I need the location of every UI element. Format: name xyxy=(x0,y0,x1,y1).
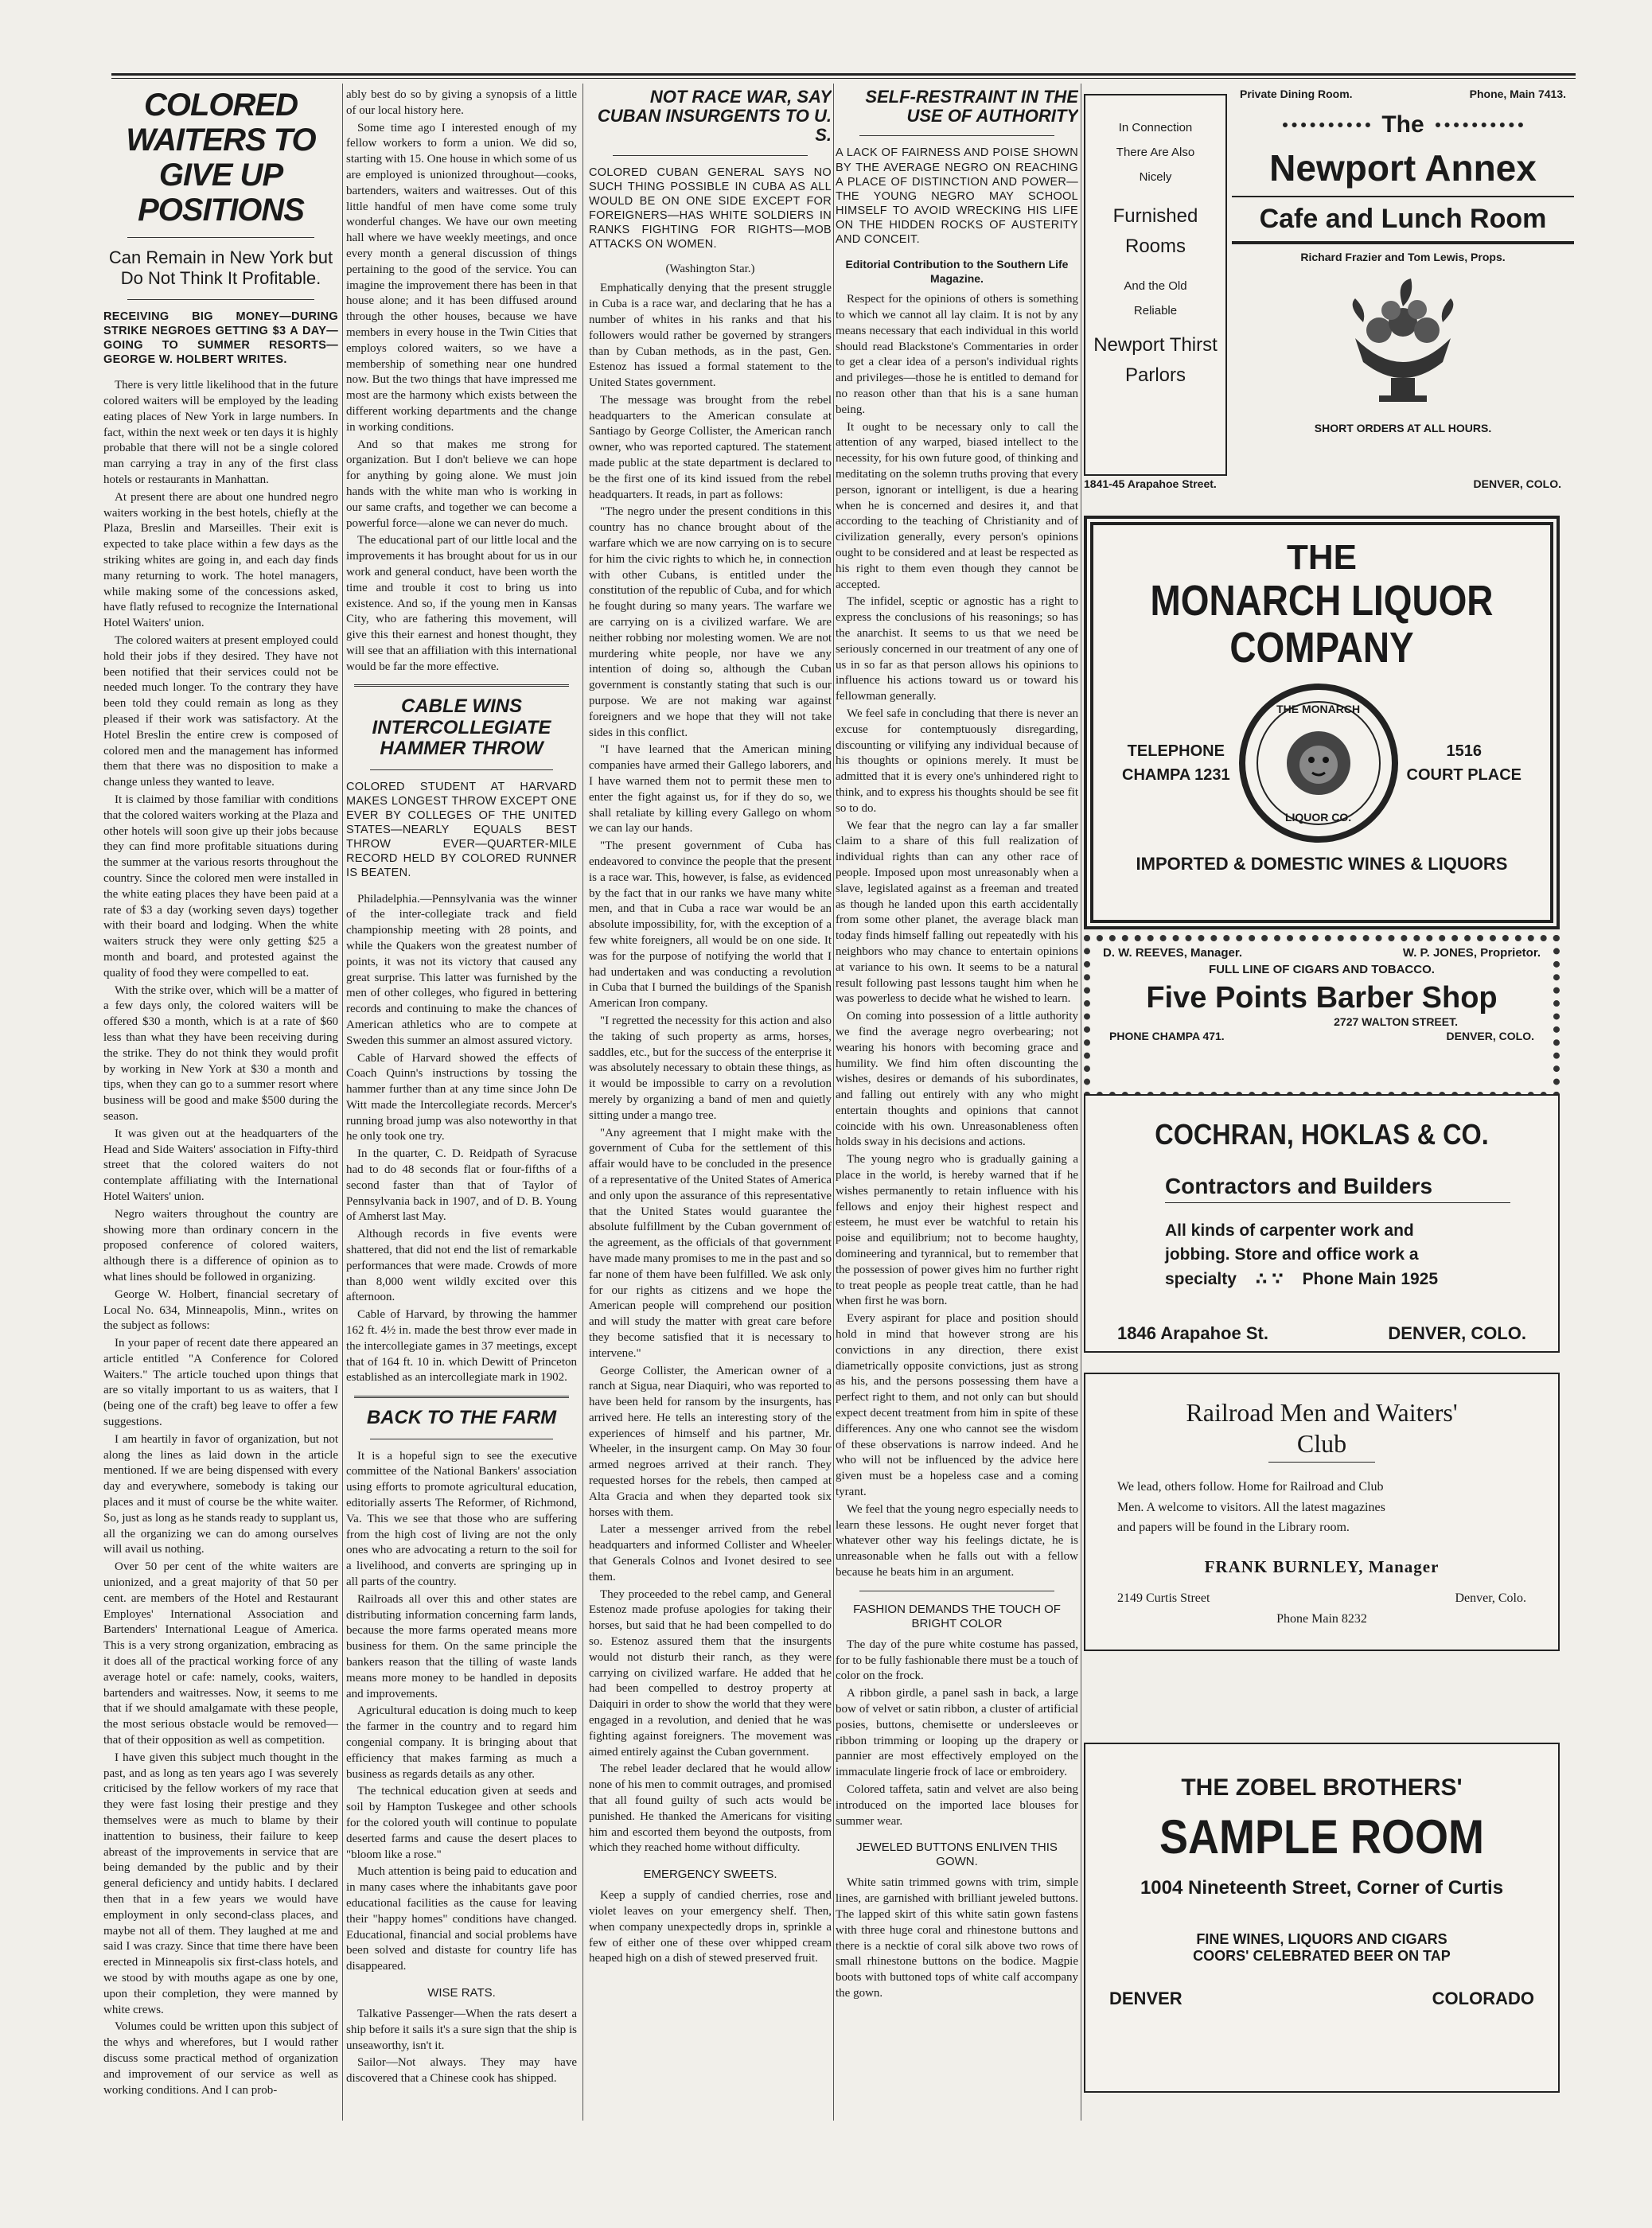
headline-fashion: FASHION DEMANDS THE TOUCH OF BRIGHT COLOR xyxy=(853,1602,1061,1630)
article-body xyxy=(103,378,338,2098)
monarch-lion-seal-icon xyxy=(1239,684,1398,843)
paragraph: They proceeded to the rebel camp, and General Estenoz made profuse apologies for taking their horses, but said that he had been compelled to do so. Estenoz assured them that the insurgents would not disturb their ranch, as they were carrying on civilized warfare. He added that he had been compelled to destroy property at Daiquiri in order to show the world that they were engaged in a revolution, and denied that he was fighting against foreigners. The movement was aimed entirely against the Cuban government. xyxy=(589,1587,832,1759)
paragraph: It is claimed by those familiar with conditions that the colored waiters working at the Plaza and other hotels will soon give up their jobs because they can find more profitable situations during the summer at the various resorts throughout the country. Since the colored men were installed in the white eating places they have been paid at a rate of $3 a day (working seven days) together with their board and lodging. When the white waiters struck they were only getting $25 a month and board, and protested against the quality of food they were compelled to eat. xyxy=(103,793,338,980)
paragraph: Volumes could be written upon this subject of the whys and wherefores, but I would rather discuss some practical method of organization and improvement of our service as well as working conditions. And I can prob- xyxy=(103,2020,338,2097)
ad-line: FRANK BURNLEY, Manager xyxy=(1204,1556,1440,1576)
ad-line: Furnished xyxy=(1112,205,1198,227)
column-two xyxy=(346,88,577,2125)
headline-colored-waiters: COLORED WAITERS TO GIVE UP POSITIONS xyxy=(126,88,316,228)
paragraph: And so that makes me strong for organization. But I don't believe we can hope for anything by going alone. We must join hands with the white man who is working in our same crafts, and together we can become a powerful force—alone we can never do much. xyxy=(346,438,577,530)
paragraph: In your paper of recent date there appeared an article entitled "A Conference for Colored Waiters." The article touched upon things that are so vitally important to us as waiters, that I (being one of the craft) beg leave to offer a few suggestions. xyxy=(103,1337,338,1429)
divider xyxy=(1232,196,1574,197)
ad-line: CHAMPA 1231 xyxy=(1122,765,1230,784)
ad-line: Private Dining Room. xyxy=(1240,88,1353,100)
page-top-rule xyxy=(111,73,1576,76)
column-rule xyxy=(833,84,834,2121)
paragraph: Talkative Passenger—When the rats desert a ship before it sails it's a sure sign that the ship is unseaworthy, isn't it. xyxy=(346,2007,577,2052)
column-cuba-article xyxy=(589,88,832,2125)
ad-line: Nicely xyxy=(1139,170,1172,184)
paragraph: "I have learned that the American mining companies have armed their Gallego laborers, and I have warned them not to permit these men to enter the fight against us, for if they do so, we shall retaliate by killing every Gallego on whom we can lay our hands. xyxy=(589,743,832,836)
ad-line: Phone Main 8232 xyxy=(1276,1611,1367,1626)
paragraph: In the quarter, C. D. Reidpath of Syracuse had to do 48 seconds flat or four-fifths of a second faster than that of Taylor of Pennsylvania back in 1907, and of D. B. Young of Amherst last May. xyxy=(346,1147,577,1224)
column-waiters-article xyxy=(103,88,338,2125)
paragraph: We feel safe in concluding that there is never an excuse for contemptuously disregarding, discounting or vilifying any individual because of his thoughts or opinions merely. It must be admitted that it is every one's unhindered right to think, and to express his thoughts should be see fit so to do. xyxy=(836,707,1078,815)
ad-line: Men. A welcome to visitors. All the latest magazines xyxy=(1117,1500,1385,1514)
ad-title: Railroad Men and Waiters' xyxy=(1186,1398,1458,1427)
paragraph: Sailor—Not always. They may have discovered that a Chinese cook has shipped. xyxy=(346,2056,577,2086)
paragraph: I am heartily in favor of organization, but not along the lines as laid down in the article mentioned. If we are being dispensed with every day and everywhere, somebody is taking our places and it must of course be the white waiter. So, just as long as he stands ready to supplant us, all the organizing we can do among ourselves will avail us nothing. xyxy=(103,1432,338,1556)
divider xyxy=(1165,1202,1510,1203)
ad-line: The xyxy=(1381,111,1424,138)
paragraph: Negro waiters throughout the country are showing more than ordinary concern in the proposed conference of colored waiters, although there is a difference of opinion as to what lines should be followed in organizing. xyxy=(103,1207,338,1283)
ad-line: And the Old xyxy=(1124,279,1187,293)
ornament-rule xyxy=(1283,123,1370,127)
ad-line: specialty xyxy=(1165,1269,1237,1288)
paragraph: Over 50 per cent of the white waiters are unionized, and a great majority of that 50 per cent. are members of the Hotel and Restaurant Employes' International Association and Bartenders' International League of America. This is a very strong organization, embracing as it does all of the practical working force of any average hotel or cafe: namely, cooks, waiters, bartenders and waitresses. Now, it seems to me that if we should amalgamate with these people, the most serious obstacle would be removed—that of their opposition as well as competition. xyxy=(103,1560,338,1747)
ad-line: COURT PLACE xyxy=(1406,765,1521,784)
ad-newport-thirst-parlors xyxy=(1084,94,1227,476)
ad-title: Club xyxy=(1296,1429,1347,1458)
paragraph: Some time ago I interested enough of my fellow workers to form a union. We did so, starting with 15. One house in which some of us are employed is unionized throughout—cooks, bartenders, waiters and waitresses. Out of this little handful of men have come some truly wonderful changes. We have our own meeting hall where we have weekly meetings, and once every month a general discussion of things pertaining to the good of the service. You can imagine the improvement there has been in that house alone; and it has been diffused around through the other houses, because we have members in every house in the Twin Cities that employs colored waiters, so we have a membership of something near one hundred now. But the two things that have impressed me most are the harmony which exists between the different working departments and the change in working conditions. xyxy=(346,121,577,434)
deck: RECEIVING BIG MONEY—DURING STRIKE NEGROES GETTING $3 A DAY—GOING TO SUMMER RESORTS—GEORGE W. HOLBERT WRITES. xyxy=(103,310,338,367)
ad-title: Newport Annex xyxy=(1269,147,1537,189)
ad-line: Newport Thirst xyxy=(1093,334,1218,356)
seal-text: THE MONARCH xyxy=(1276,702,1361,715)
ad-line: Phone, Main 7413. xyxy=(1469,88,1566,100)
paragraph: A ribbon girdle, a panel sash in back, a large bow of velvet or satin ribbon, a cluster of artificial posies, buttons, chemisette or undersleeves or ribbon trimming or looping up the drapery or pannier are most effectively employed on the immaculate lingerie frock of lace or embroidery. xyxy=(836,1687,1078,1779)
paragraph: George Collister, the American owner of a ranch at Sigua, near Diaquiri, who was reported to have been held for ransom by the insurgents, has arrived here. He tells an interesting story of the experiences of himself and his partner, Mr. Wheeler, in the insurgent camp. On May 30 four armed negroes arrived at their ranch. They requested horses for the rebels, then camped at Alta Gracia and when they departed took six horses with them. xyxy=(589,1364,832,1519)
paragraph: "Any agreement that I might make with the government of Cuba for the settlement of this affair would have to be concluded in the presence of a representative of the United States of America and only upon the assurance of this representative that the United States would guarantee the absolute fulfillment by the Cuban government of the agreement, as the officials of that government have made many promises to me in the past and so far none of them have been fulfilled. We ask only for our rights as citizens and we hope the American people will comprehend our position and will study the matter with great care before they become satisfied that it is necessary to intervene." xyxy=(589,1126,832,1360)
paragraph: Later a messenger arrived from the rebel headquarters and informed Collister and Wheeler that Generals Colnos and Ivonet desired to see them. xyxy=(589,1523,832,1583)
paragraph: The colored waiters at present employed could hold their jobs if they desired. They have not been notified that their services could not be needed much longer. To the contrary they have been told they could remain as long as they pleased if their work was satisfactory. At the Hotel Breslin the entire crew is composed of colored men and the management has informed them that there was no disposition to make a change unless they wanted to leave. xyxy=(103,634,338,789)
paragraph: With the strike over, which will be a matter of a few days only, the colored waiters will be offered $30 a month, which is at a rate of $60 less than what they have been receiving during the strike. They do not think they would profit by working in New York at $30 a month and tips, when they can go to a summer resort where business will be good and make $500 during the season. xyxy=(103,984,338,1123)
paragraph: Cable of Harvard, by throwing the hammer 162 ft. 4½ in. made the best throw ever made in the intercollegiate games in 37 meetings, except that of 164 ft. 10 in. which Dewitt of Princeton established as an intercollegiate mark in 1902. xyxy=(346,1308,577,1385)
paragraph: Keep a supply of candied cherries, rose and violet leaves on your emergency shelf. Then, when company unexpectedly drops in, sprinkle a few of either one of these over whipped cream heaped high on a dish of stewed preserved fruit. xyxy=(589,1889,832,1965)
headline-wise-rats: WISE RATS. xyxy=(427,1985,496,2000)
paragraph: The educational part of our little local and the improvements it has brought about for us in our work and general conduct, have been worth the time and trouble it cost to bring us into existence. And so, if the young men in Kansas City, who are fathering this movement, will give this their earnest and honest thought, they will see that an affiliation with this international would be far the more effective. xyxy=(346,534,577,673)
headline-cuban-insurgents: NOT RACE WAR, SAY CUBAN INSURGENTS TO U. S. xyxy=(597,88,832,146)
paragraph: George W. Holbert, financial secretary of Local No. 634, Minneapolis, Minn., writes on the subject as follows: xyxy=(103,1287,338,1333)
divider xyxy=(1232,241,1574,244)
ad-line: Denver, Colo. xyxy=(1455,1591,1526,1605)
ad-title: THE ZOBEL BROTHERS' xyxy=(1181,1774,1463,1801)
ad-line: 1841-45 Arapahoe Street. xyxy=(1084,477,1217,490)
ad-line: DENVER xyxy=(1109,1988,1183,2008)
column-self-restraint xyxy=(836,88,1078,2125)
paragraph: I have given this subject much thought in the past, and as long as ten years ago I was severely criticised by the fellow workers of my race that they were fast losing their prestige and they themselves were as much to blame by their inattention to business, their failure to keep abreast of the improvements in service that are being demanded by the public and by their general deficiency and untidy habits. I declared then that in a few years we would have employment in only second-class places, and maybe not all of them. They laughed at me and said I was crazy. Since that time there have been erected in Minneapolis six first-class hotels, and we stood by with mouths agape as one by one, upon their completion, they were manned by white crews. xyxy=(103,1751,338,2016)
ad-line: 2149 Curtis Street xyxy=(1117,1591,1210,1605)
ad-railroad-men-club xyxy=(1084,1373,1560,1651)
ad-line: IMPORTED & DOMESTIC WINES & LIQUORS xyxy=(1136,853,1508,874)
ad-title: COCHRAN, HOKLAS & CO. xyxy=(1155,1118,1489,1151)
ad-line: In Connection xyxy=(1118,121,1193,134)
column-rule xyxy=(342,84,343,2121)
divider xyxy=(354,1396,569,1398)
headline-jeweled-buttons: JEWELED BUTTONS ENLIVEN THIS GOWN. xyxy=(856,1840,1058,1869)
ad-title: COMPANY xyxy=(1229,624,1414,672)
paragraph: Cable of Harvard showed the effects of Coach Quinn's instructions by tossing the hammer further than at any time since John De Witt made the Intercollegiate records. Mercer's running broad jump was also noteworthy in that he only took one try. xyxy=(346,1051,577,1143)
ad-line: There Are Also xyxy=(1116,146,1195,159)
ornament-rule xyxy=(1436,123,1523,127)
paragraph: Respect for the opinions of others is something to which we cannot all lay claim. It is not by any means necessary that each individual in this world should read Blackstone's Commentaries in order to get a clear idea of a person's individual rights and privileges—those he is entitled to demand for no reason other than that his is a sane human being. xyxy=(836,293,1078,416)
ad-line: TELEPHONE xyxy=(1127,742,1225,760)
fruit-basket-illustration xyxy=(1232,275,1574,414)
ad-line: W. P. JONES, Proprietor. xyxy=(1402,946,1541,960)
headline-back-to-farm: BACK TO THE FARM xyxy=(366,1407,557,1429)
dateline: (Washington Star.) xyxy=(665,263,755,276)
deck: A LACK OF FAIRNESS AND POISE SHOWN BY THE AVERAGE NEGRO ON REACHING A PLACE OF DISTINCTION AND POWER—THE YOUNG NEGRO MAY SCHOOL HIMSELF TO AVOID WRECKING HIS LIFE ON THE HIDDEN ROCKS OF AUSTERITY AND CONCEIT. xyxy=(836,146,1078,247)
deck: COLORED CUBAN GENERAL SAYS NO SUCH THING POSSIBLE IN CUBA AS ALL WOULD BE ON ONE SIDE EXCEPT FOR FOREIGNERS—HAS WHITE SOLDIERS IN RANKS FIGHTING FOR RIGHTS—MOB ATTACKS ON WOMEN. xyxy=(589,166,832,251)
subheadline: Can Remain in New York but Do Not Think It Profitable. xyxy=(108,247,333,289)
divider xyxy=(1268,1462,1375,1463)
ad-line: All kinds of carpenter work and xyxy=(1165,1221,1414,1240)
ad-newport-footer xyxy=(1084,477,1577,490)
ad-line: and papers will be found in the Library room. xyxy=(1117,1521,1350,1535)
divider xyxy=(613,155,808,156)
ad-line: FULL LINE OF CIGARS AND TOBACCO. xyxy=(1209,963,1435,976)
paragraph: Every aspirant for place and position should hold in mind that however strong are his convictions in any direction, there exist diametrically opposite convictions, just as strong as his, and the persons possessing them have a perfect right to them, and not only can but should expect decent treatment from him in spite of these differences. Any one who cannot see the wisdom of these observations is narrow indeed. And he who will not be influenced by the advice here given must be a hopeless case and a coming tyrant. xyxy=(836,1312,1078,1499)
ad-line: COORS' CELEBRATED BEER ON TAP xyxy=(1193,1948,1451,1964)
paragraph: Agricultural education is doing much to keep the farmer in the country and to regard him congenial company. It is bringing about that efficiency that makes farming as much a business as regards details as any other. xyxy=(346,1704,577,1781)
paragraph: We feel that the young negro especially needs to learn these lessons. He ought never forget that whatever other way his feelings dictate, he is unreasonable when he falls out with a fellow because he beats him in an argument. xyxy=(836,1502,1078,1579)
ad-line: DENVER, COLO. xyxy=(1473,477,1561,490)
ornament-dots-icon: ∴ ∵ xyxy=(1255,1269,1284,1288)
paragraph: "The negro under the present conditions in this country has no chance brought about of the warfare which we are now carrying on is to secure for him the civic rights to which he, in connection with other Cubans, is entitled under the constitution of the republic of Cuba, and for which he fought during so many years. The warfare we are carrying on is a civilized warfare. We are neither robbing nor molesting women. We are not murdering white people, nor have we any intention of doing so, although the Cuban government is constantly stating that such is our purpose. We are not making war against foreigners and we hope that they will not take sides in this conflict. xyxy=(589,505,832,739)
paragraph: "I regretted the necessity for this action and also the taking of such property as arms, horses, saddles, etc., but for the success of the enterprise it was absolutely necessary to obtain these things, as it would be impossible to carry on a revolution merely by organizing a band of men and quietly sitting under a mango tree. xyxy=(589,1014,832,1122)
paragraph: Railroads all over this and other states are distributing information concerning farm lands, because the more farms operated means more business for them. On the same principle the bankers reason that the tilling of waste lands means more money to be handled in deposits and improvements. xyxy=(346,1592,577,1700)
paragraph: White satin trimmed gowns with trim, simple lines, are garnished with brilliant jeweled buttons. The lapped skirt of this white satin gown fastens with three huge coral and rhinestone buttons and there is a necktie of coral silk above two rows of small rhinestone buttons on the bodice. Magpie boots with buttoned tops of white calf accompany the gown. xyxy=(836,1876,1078,2000)
ad-line: THE xyxy=(1287,538,1357,577)
ad-line: Parlors xyxy=(1124,364,1186,386)
ad-monarch-liquor xyxy=(1084,516,1560,929)
paragraph: We fear that the negro can lay a far smaller claim to a share of this full realization of individual rights than can any other race of people. Imposed upon most unreasonably when a slave, legislated against as a freeman and treated as though he landed upon this earth accidentally from some other planet, the average black man today finds himself falling out repeatedly with his neighbors who may chance to entertain opinions at variance to his own. It seems to be a natural result following past lessons taught him when he was powerless to decide what he wished to learn. xyxy=(836,819,1078,1006)
ad-newport-annex xyxy=(1232,88,1574,484)
ad-line: D. W. REEVES, Manager. xyxy=(1103,946,1243,960)
ad-cochran-hoklas xyxy=(1084,1094,1560,1353)
ad-line: jobbing. Store and office work a xyxy=(1165,1245,1419,1264)
page-top-rule-thin xyxy=(111,78,1576,79)
ad-line: COLORADO xyxy=(1432,1988,1534,2008)
ad-subtitle: Contractors and Builders xyxy=(1165,1174,1433,1198)
divider xyxy=(859,135,1054,136)
ad-line: FINE WINES, LIQUORS AND CIGARS xyxy=(1196,1931,1447,1947)
paragraph: Emphatically denying that the present struggle in Cuba is a race war, and declaring that he has a number of whites in his ranks and that his followers would rather be governed by strangers than by Cuban methods, as in the past, Gen. Estenoz has issued a formal statement to the United States government. xyxy=(589,282,832,390)
column-rule xyxy=(582,84,583,2121)
deck: COLORED STUDENT AT HARVARD MAKES LONGEST THROW EXCEPT ONE EVER BY COLLEGES OF THE UNITED STATES—NEARLY EQUALS BEST THROW EVER—QUARTER-MILE RECORD HELD BY COLORED RUNNER IS BEATEN. xyxy=(346,780,577,880)
headline-cable-wins: CABLE WINS INTERCOLLEGIATE HAMMER THROW xyxy=(372,695,551,760)
ad-line: 1004 Nineteenth Street, Corner of Curtis xyxy=(1140,1877,1504,1899)
ad-line: Rooms xyxy=(1124,236,1186,257)
credit-line: Editorial Contribution to the Southern Life Magazine. xyxy=(845,258,1069,285)
ad-line: PHONE CHAMPA 471. xyxy=(1109,1030,1225,1042)
ad-line: DENVER, COLO. xyxy=(1388,1323,1526,1344)
paragraph: The technical education given at seeds and soil by Hampton Tuskegee and other schools for the colored youth will continue to populate deserted farms and cause the desert places to "bloom like a rose." xyxy=(346,1785,577,1861)
paragraph: The infidel, sceptic or agnostic has a right to express the conclusions of his reasonings; so has the anarchist. It seems to us that we need be seriously concerned in our treatment of any one of us in so far as that person allows his opinions to influence his actions toward us or toward his fellowman generally. xyxy=(836,595,1078,703)
ad-line: Richard Frazier and Tom Lewis, Props. xyxy=(1300,251,1506,263)
paragraph: Much attention is being paid to education and in many cases where the inhabitants gave poor educational facilities as the cause for leaving their "happy homes" conditions have changed. Educational, financial and social problems have been solved and distaste for country life has disappeared. xyxy=(346,1865,577,1973)
paragraph: It was given out at the headquarters of the Head and Side Waiters' association in Fifty-third street that the colored waiters do not contemplate affiliating with the International Hotel Waiters' union. xyxy=(103,1127,338,1203)
headline-emergency-sweets: EMERGENCY SWEETS. xyxy=(643,1868,777,1882)
paragraph: It is a hopeful sign to see the executive committee of the National Bankers' association using efforts to promote agricultural education, editorially asserts The Reformer, of Richmond, Va. This we see that those who are suffering from the high cost of living are not the only ones who are advocating a return to the soil for a livelihood, and converts are springing up in all parts of the country. xyxy=(346,1449,577,1588)
paragraph: There is very little likelihood that in the future colored waiters will be employed by the leading eating places of New York in large numbers. In fact, within the next week or ten days it is highly probable that there will not be a single colored man carrying a tray in any of the first class hotels or restaurants in Manhattan. xyxy=(103,379,338,487)
divider xyxy=(127,237,314,238)
headline-self-restraint: SELF-RESTRAINT IN THE USE OF AUTHORITY xyxy=(865,88,1078,127)
paragraph: Colored taffeta, satin and velvet are also being introduced on the imported lace blouses for summer wear. xyxy=(836,1782,1078,1828)
paragraph: The rebel leader declared that he would allow none of his men to commit outrages, and promised that all found guilty of such acts would be punished. He thanked the Americans for visiting him and escorted them beyond the outposts, from which they reached home without difficulty. xyxy=(589,1763,832,1855)
ad-line: We lead, others follow. Home for Railroad and Club xyxy=(1117,1480,1384,1494)
ad-zobel-brothers xyxy=(1084,1743,1560,2093)
divider xyxy=(370,769,553,770)
paragraph: The young negro who is gradually gaining a place in the world, is hereby warned that if he wishes permanently to retain influence with his fellows and enjoy their highest respect and esteem, he must ever be watchful to retain his poise and equilibrium; not to become haughty, domineering and tyrannical, but to remember that the possession of power gives him no further right to treat people as people treat cattle, than he had when first he was born. xyxy=(836,1153,1078,1308)
ad-title: Five Points Barber Shop xyxy=(1146,981,1498,1015)
ad-line: 1846 Arapahoe St. xyxy=(1117,1323,1268,1344)
ad-five-points-barber xyxy=(1084,935,1560,1098)
paragraph: "The present government of Cuba has endeavored to convince the people that the present is a race war. This, however, is false, as evidenced by the fact that in our ranks we have many white men, and that in Cuba a race war would be an absolute impossibility, for, with the exception of a few white foreigners, all would be on one side. It was for the purpose of notifying the world that I had undertaken and was conducting a revolution in Cuba that I burned the buildings of the Spanish American Iron company. xyxy=(589,839,832,1011)
ad-line: Phone Main 1925 xyxy=(1302,1269,1439,1288)
ad-subtitle: Cafe and Lunch Room xyxy=(1259,204,1547,234)
ad-title: SAMPLE ROOM xyxy=(1159,1810,1485,1864)
seal-text: LIQUOR CO. xyxy=(1284,810,1352,824)
ad-line: Reliable xyxy=(1133,304,1178,317)
paragraph: It ought to be necessary only to call the attention of any warped, biased intellect to the necessity, for his own future good, of thinking and meditating on the solemn truths proving that every person, ignorant or intelligent, is due a hearing when he is concerned and desires it, and that according to the teaching of Christianity and of civilization generally, every person's opinions ought to be considered and at least be respected as his right to them even though they cannot be accepted. xyxy=(836,420,1078,591)
ad-line: 1516 xyxy=(1446,742,1483,760)
paragraph: On coming into possession of a little authority we find the average negro overbearing; not wearing his honors with becoming grace and humility. We find him often discounting the wishes, desires or demands of his subordinates, and falling out entirely with any who might entertain thoughts and opinions that cannot coincide with his own. Unreasonableness often holds sway in his decisions and actions. xyxy=(836,1010,1078,1149)
ad-line: 2727 WALTON STREET. xyxy=(1334,1015,1458,1028)
ad-line: DENVER, COLO. xyxy=(1446,1030,1534,1042)
ad-line: SHORT ORDERS AT ALL HOURS. xyxy=(1314,422,1492,434)
ad-title: MONARCH LIQUOR xyxy=(1150,577,1494,625)
divider xyxy=(127,299,314,300)
divider xyxy=(354,684,569,687)
paragraph: Philadelphia.—Pennsylvania was the winner of the inter-collegiate track and field championship meeting with 28 points, and while the Quakers won the greatest number of points, it was not its victory that caused any great surprise. This latter was furnished by the men of other colleges, who figured in bettering records and continuing to make the chances of American athletics who are to compete at Sweden this summer an almost assured victory. xyxy=(346,892,577,1047)
paragraph: The message was brought from the rebel headquarters to the American consulate at Santiago by George Collister, the American ranch owner, who was reported captured. The statement made public at the state department is declared to be the first one of its kind issued from the rebel headquarters. It reads, in part as follows: xyxy=(589,393,832,501)
paragraph: The day of the pure white costume has passed, for to be fully fashionable there must be a touch of color on the frock. xyxy=(836,1638,1078,1683)
paragraph: At present there are about one hundred negro waiters working in the best hotels, chiefly at the Plaza, Breslin and Marseilles. Their exit is expected to take place within a few days as the striking whites are going in, and each day finds many returning to work. The hotel managers, while making some of the concessions asked, have flatly refused to recognize the International Hotel Waiters' union. xyxy=(103,490,338,630)
paragraph: ably best do so by giving a synopsis of a little of our local history here. xyxy=(346,88,577,117)
paragraph: Although records in five events were shattered, that did not end the list of remarkable performances that were made. Crowds of more than 8,000 went wildly excited over this afternoon. xyxy=(346,1228,577,1304)
